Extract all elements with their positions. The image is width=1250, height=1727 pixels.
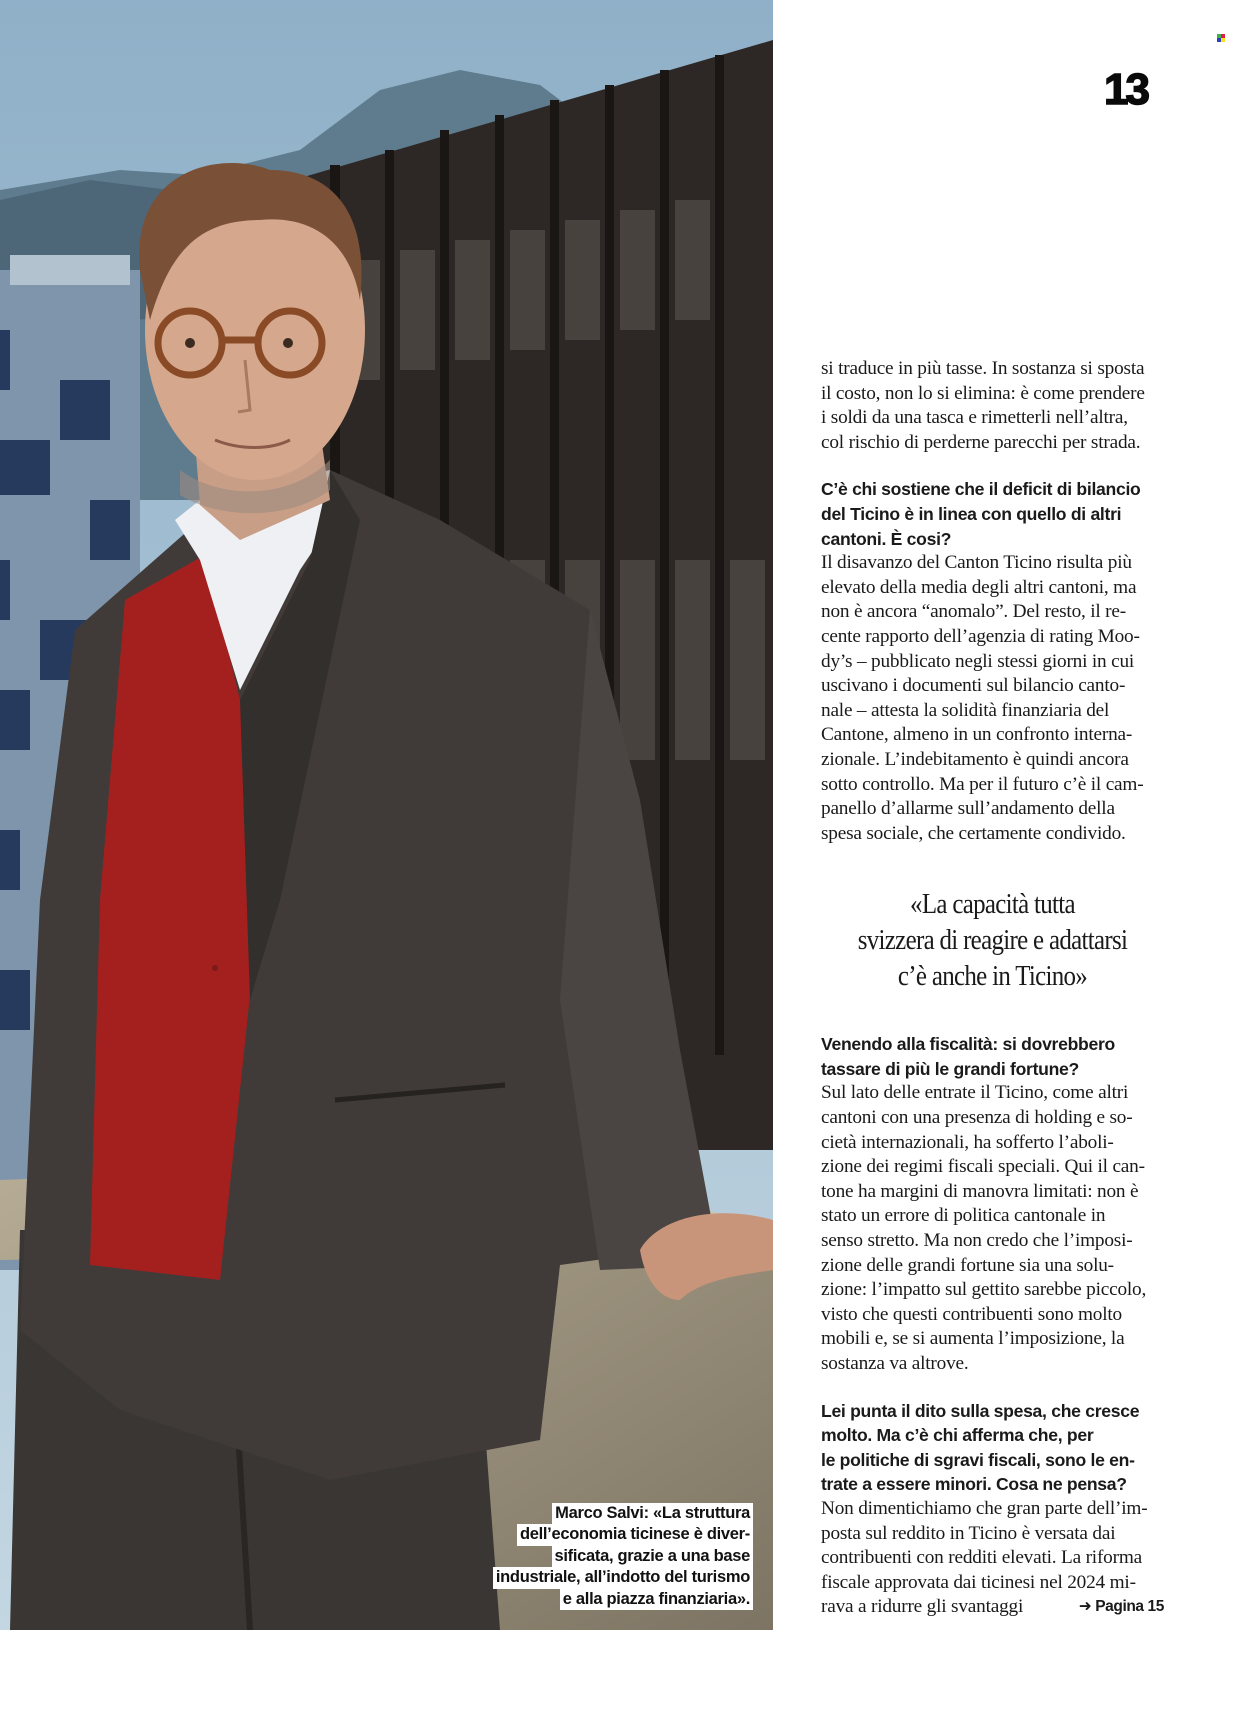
photo-caption — [493, 1503, 753, 1611]
registration-mark-icon — [1217, 34, 1225, 42]
article-column — [821, 357, 1164, 1620]
page-number: 13 — [1104, 65, 1147, 114]
interview-question-2: Venendo alla fiscalità: si dovrebbero tassare di più le grandi fortune? — [821, 1034, 1115, 1079]
continued-page-label: Pagina 15 — [1095, 1598, 1164, 1616]
interview-answer-1: Il disavanzo del Canton Ticino risulta più elevato della media degli altri cantoni, ma non è ancora “anomalo”. Del resto, il re- cente rapporto dell’agenzia di rating Moo- dy’s – pubblicato negli stessi giorni in cui uscivano i documenti sul bilancio canto- nale – attesta la solidità finanziaria del Cantone, almeno in un confronto interna- zionale. L’indebitamento è quindi ancora sotto controllo. Ma per il futuro c’è il cam- panello d’allarme sull’andamento della spesa sociale, che certamente condivido. — [821, 552, 1144, 844]
caption-line: Marco Salvi: «La struttura — [552, 1503, 753, 1525]
caption-line: sificata, grazie a una base — [552, 1546, 754, 1568]
pull-quote: «La capacità tutta svizzera di reagire e adattarsi c’è anche in Ticino» — [857, 888, 1128, 993]
interview-question-3: Lei punta il dito sulla spesa, che cresce molto. Ma c’è chi afferma che, per le politiche di sgravi fiscali, sono le en- trate a essere minori. Cosa ne pensa? — [821, 1400, 1140, 1495]
arrow-right-icon: ➜ — [1078, 1598, 1092, 1616]
caption-line: e alla piazza finanziaria». — [560, 1589, 753, 1611]
continued-on-page-link[interactable] — [1079, 1595, 1164, 1620]
interview-answer-2: Sul lato delle entrate il Ticino, come altri cantoni con una presenza di holding e so- cietà internazionali, ha sofferto l’aboli- zione dei regimi fiscali speciali. Qui il can- tone ha margini di manovra limitati: non è stato un errore di politica cantonale in senso stretto. Ma non credo che l’imposi- zione delle grandi fortune sia una solu- zione: l’impatto sul gettito sarebbe piccolo, visto che questi contribuenti sono molto mobili e, se si aumenta l’imposizione, la sostanza va altrove. — [821, 1082, 1147, 1374]
intro-paragraph: si traduce in più tasse. In sostanza si sposta il costo, non lo si elimina: è come prendere i soldi da una tasca e rimetterli nell’altra, col rischio di perderne parecchi per strada. — [821, 358, 1145, 453]
caption-line: dell’economia ticinese è diver- — [517, 1524, 753, 1546]
interview-question-1: C’è chi sostiene che il deficit di bilancio del Ticino è in linea con quello di altri cantoni. È cosi? — [821, 479, 1141, 549]
interview-answer-3: Non dimentichiamo che gran parte dell’im- posta sul reddito in Ticino è versata dai contribuenti con redditi elevati. La riforma fiscale approvata dai ticinesi nel 2024 mi- rava a ridurre gli svantaggi ➜ Pagina 15 — [821, 1497, 1164, 1620]
caption-line: industriale, all’indotto del turismo — [493, 1567, 753, 1589]
